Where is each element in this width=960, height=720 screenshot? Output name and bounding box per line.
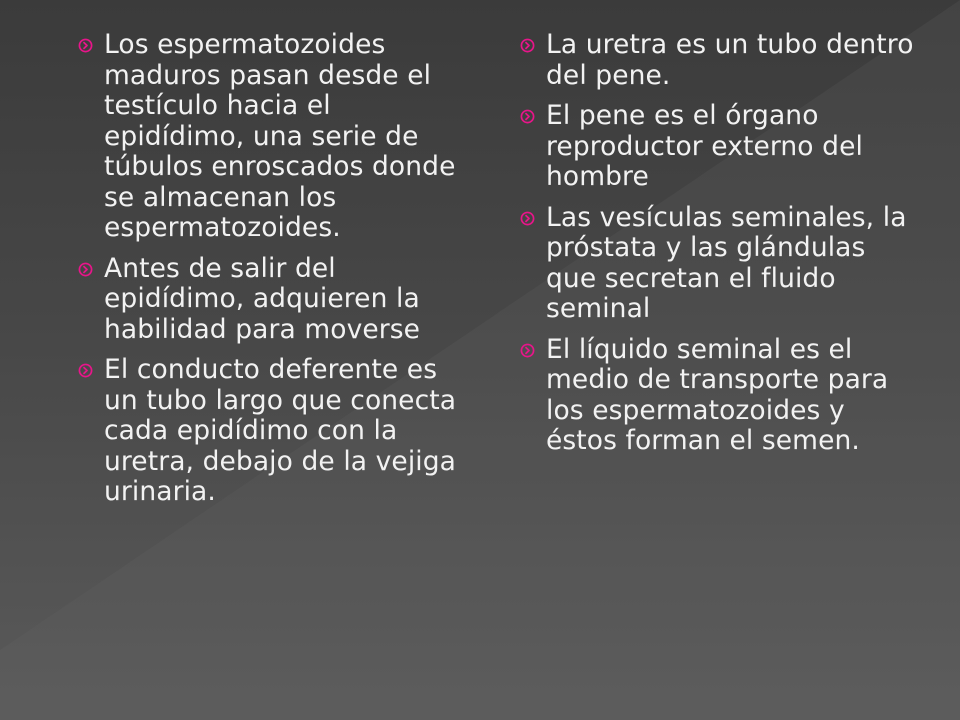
bullet-item: [78, 254, 468, 346]
circle-chevron-right-icon: [78, 363, 93, 378]
bullet-text: El líquido seminal es el medio de transporte para los espermatozoides y éstos forman el semen.: [546, 333, 889, 456]
bullet-item: [78, 30, 468, 244]
bullet-text: El pene es el órgano reproductor externo del hombre: [546, 100, 863, 192]
bullet-item: [520, 30, 920, 91]
bullet-text: Los espermatozoides maduros pasan desde el testículo hacia el epidídimo, una serie de túbulos enroscados donde se almacenan los espermatozoides.: [104, 29, 456, 243]
circle-chevron-right-icon: [520, 343, 535, 358]
bullet-text: El conducto deferente es un tubo largo que conecta cada epidídimo con la uretra, debajo de la vejiga urinaria.: [104, 354, 457, 507]
left-column: [78, 30, 468, 518]
bullet-item: [520, 335, 920, 457]
right-bullet-list: [520, 30, 920, 457]
bullet-text: Antes de salir del epidídimo, adquieren la habilidad para moverse: [104, 252, 421, 345]
circle-chevron-right-icon: [520, 38, 535, 53]
bullet-item: [520, 101, 920, 193]
bullet-item: [78, 355, 468, 508]
circle-chevron-right-icon: [520, 211, 535, 226]
right-column: [520, 30, 920, 467]
bullet-text: Las vesículas seminales, la próstata y las glándulas que secretan el fluido seminal: [546, 201, 907, 324]
bullet-item: [520, 203, 920, 325]
circle-chevron-right-icon: [520, 109, 535, 124]
circle-chevron-right-icon: [78, 38, 93, 53]
bullet-text: La uretra es un tubo dentro del pene.: [546, 29, 914, 91]
circle-chevron-right-icon: [78, 262, 93, 277]
left-bullet-list: [78, 30, 468, 508]
